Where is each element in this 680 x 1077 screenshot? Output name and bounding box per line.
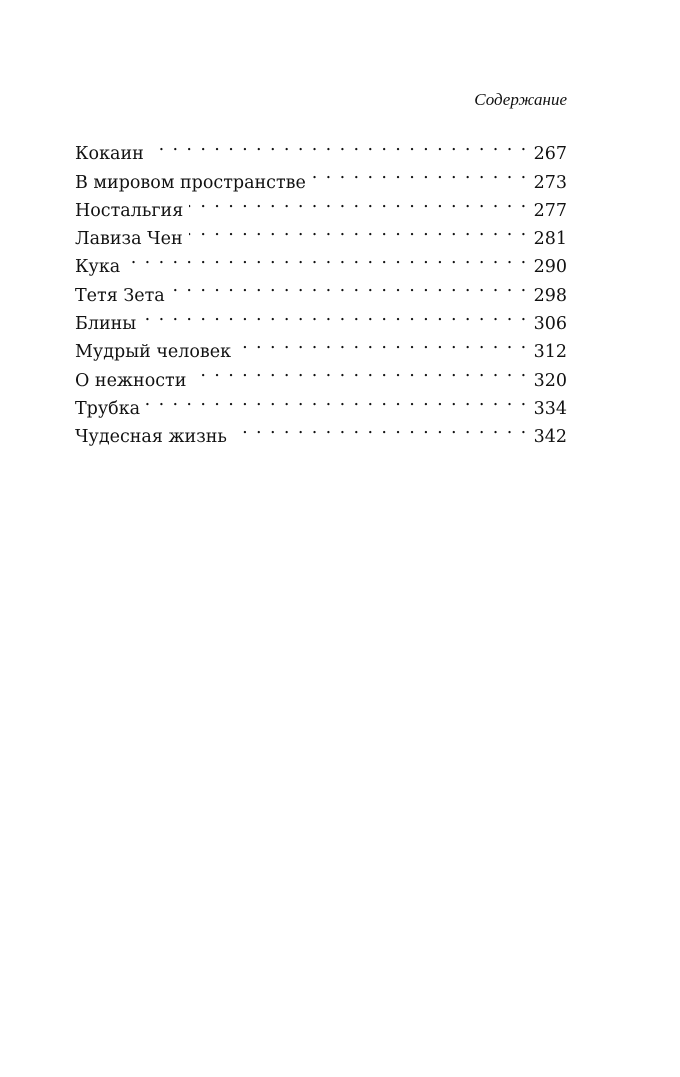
toc-entry-page: 281 bbox=[533, 229, 567, 250]
toc-entry-page: 277 bbox=[533, 200, 567, 221]
toc-entry-title: Кука bbox=[75, 257, 121, 278]
toc-dot-leader bbox=[189, 188, 527, 216]
running-head-title: Содержание bbox=[474, 90, 567, 109]
toc-dot-leader bbox=[189, 216, 528, 244]
toc-entry[interactable] bbox=[75, 131, 567, 165]
toc-entry-title: Лавиза Чен bbox=[75, 229, 183, 250]
toc-entry-title: В мировом пространстве bbox=[75, 172, 306, 193]
toc-entry-title: О нежности bbox=[75, 370, 187, 391]
toc-entry-title: Чудесная жизнь bbox=[75, 427, 227, 448]
toc-entry-title: Трубка bbox=[75, 398, 141, 419]
toc-entry-page: 312 bbox=[533, 342, 567, 363]
toc-dot-leader bbox=[237, 329, 528, 357]
toc-entry-page: 298 bbox=[533, 285, 567, 306]
toc-entry-page: 334 bbox=[533, 398, 567, 419]
toc-entry-title: Ностальгия bbox=[75, 200, 184, 221]
toc-entry-page: 290 bbox=[533, 257, 567, 278]
toc-entry[interactable] bbox=[75, 301, 567, 335]
toc-entry-page: 273 bbox=[533, 172, 567, 193]
toc-entry-title: Мудрый человек bbox=[75, 342, 232, 363]
toc-dot-leader bbox=[233, 414, 528, 442]
toc-entry-page: 342 bbox=[533, 427, 567, 448]
toc-entry[interactable] bbox=[75, 386, 567, 419]
toc-dot-leader bbox=[142, 301, 527, 329]
toc-entry-page: 306 bbox=[533, 314, 567, 335]
toc-dot-leader bbox=[146, 386, 528, 414]
toc-dot-leader bbox=[150, 131, 528, 159]
toc-dot-leader bbox=[312, 159, 528, 187]
toc-dot-leader bbox=[126, 244, 527, 272]
toc-entry[interactable] bbox=[75, 244, 567, 278]
toc-entry-page: 267 bbox=[533, 144, 567, 165]
toc-entry-title: Блины bbox=[75, 314, 137, 335]
toc-dot-leader bbox=[192, 357, 527, 385]
toc-entry-title: Кокаин bbox=[75, 144, 144, 165]
toc-entry[interactable] bbox=[75, 414, 567, 448]
toc-entry[interactable] bbox=[75, 329, 567, 363]
table-of-contents bbox=[75, 131, 567, 448]
toc-entry-page: 320 bbox=[533, 370, 567, 391]
toc-dot-leader bbox=[171, 272, 528, 300]
toc-entry[interactable] bbox=[75, 272, 567, 306]
toc-entry-title: Тетя Зета bbox=[75, 285, 165, 306]
